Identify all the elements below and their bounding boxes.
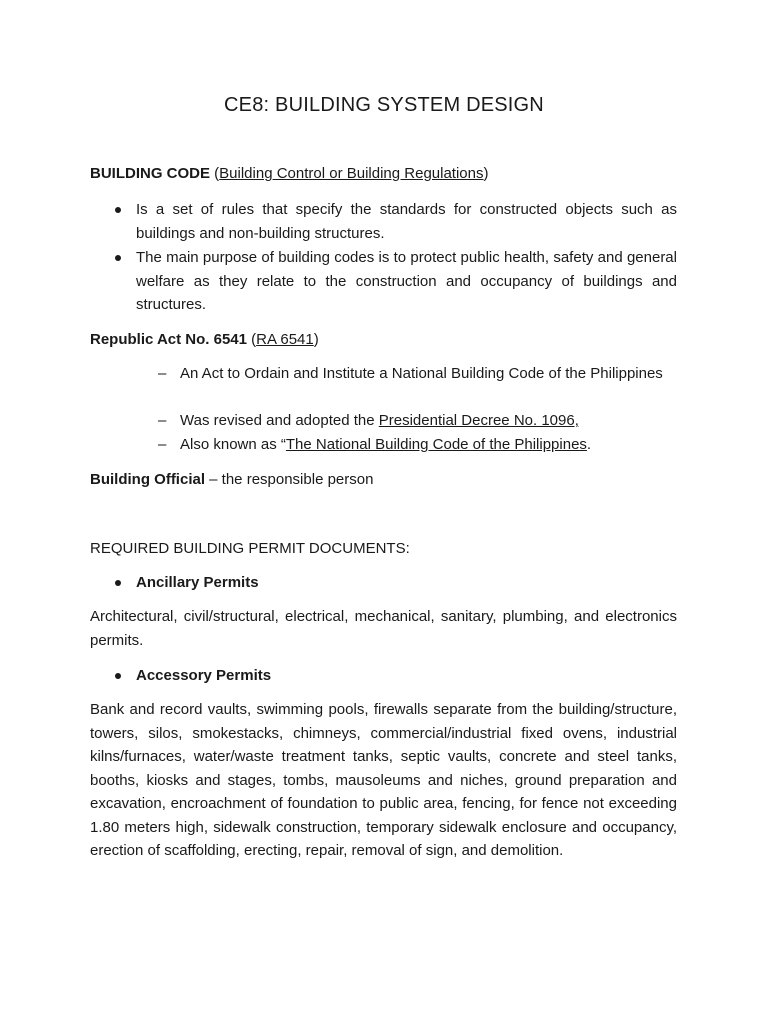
- paren-close: ): [483, 165, 489, 182]
- ra-item-3-text: Also known as “: [180, 436, 286, 453]
- building-official-text: – the responsible person: [205, 471, 374, 488]
- paren-open: (: [210, 165, 220, 182]
- bullet-icon: [115, 580, 121, 586]
- paren-open: (: [247, 331, 257, 348]
- building-code-bullet-1: Is a set of rules that specify the standards for constructed objects such as buildings and non-building structures.: [136, 201, 677, 242]
- building-official-line: [90, 468, 373, 492]
- accessory-heading: [136, 664, 271, 688]
- republic-act-heading: [90, 328, 319, 352]
- ancillary-text: Architectural, civil/structural, electrical, mechanical, sanitary, plumbing, and electronics permits.: [90, 608, 677, 649]
- ra-item-1: An Act to Ordain and Institute a National Building Code of the Philippines: [180, 365, 663, 382]
- accessory-heading-text: Accessory Permits: [136, 667, 272, 684]
- building-official-label: Building Official: [90, 471, 205, 488]
- building-code-heading: [90, 162, 489, 186]
- page-title: CE8: BUILDING SYSTEM DESIGN: [224, 94, 544, 116]
- ra-link[interactable]: RA 6541: [256, 331, 314, 348]
- republic-act-label: Republic Act No. 6541: [90, 331, 247, 348]
- bullet-icon: [115, 673, 121, 679]
- building-code-bullet-2: The main purpose of building codes is to protect public health, safety and general welfare as they relate to the construction and occupancy of buildings and structures.: [136, 249, 677, 313]
- bullet-icon: [115, 207, 121, 213]
- ra-item-3: [180, 433, 677, 457]
- building-code-link[interactable]: Building Control or Building Regulations: [219, 165, 484, 182]
- ra-item-3-suffix: .: [586, 436, 592, 453]
- paren-close: ): [313, 331, 319, 348]
- dash-bullet-icon: –: [158, 412, 167, 429]
- dash-bullet-icon: –: [158, 436, 167, 453]
- national-building-code-link[interactable]: The National Building Code of the Philippines: [285, 436, 587, 453]
- ra-item-2: [180, 409, 677, 433]
- presidential-decree-link[interactable]: Presidential Decree No. 1096,: [378, 412, 579, 429]
- building-code-label: BUILDING CODE: [90, 165, 210, 182]
- bullet-icon: [115, 255, 121, 261]
- ancillary-heading-text: Ancillary Permits: [136, 574, 259, 591]
- ancillary-heading: [136, 571, 259, 595]
- ra-item-2-text: Was revised and adopted the: [180, 412, 379, 429]
- dash-bullet-icon: –: [158, 365, 167, 382]
- required-documents-heading: REQUIRED BUILDING PERMIT DOCUMENTS:: [90, 540, 410, 557]
- accessory-text: Bank and record vaults, swimming pools, firewalls separate from the building/structure, towers, silos, smokestacks, chimneys, commercial/industrial fixed ovens, industrial kilns/furnaces, water/waste treatment tanks, septic vaults, concrete and steel tanks, booths, kiosks and stages, tombs, mausoleums and niches, ground preparation and excavation, encroachment of foundation to public area, fencing, for fence not exceeding 1.80 meters high, sidewalk construction, temporary sidewalk enclosure and occupancy, erection of scaffolding, erecting, repair, removal of sign, and demolition.: [90, 701, 677, 859]
